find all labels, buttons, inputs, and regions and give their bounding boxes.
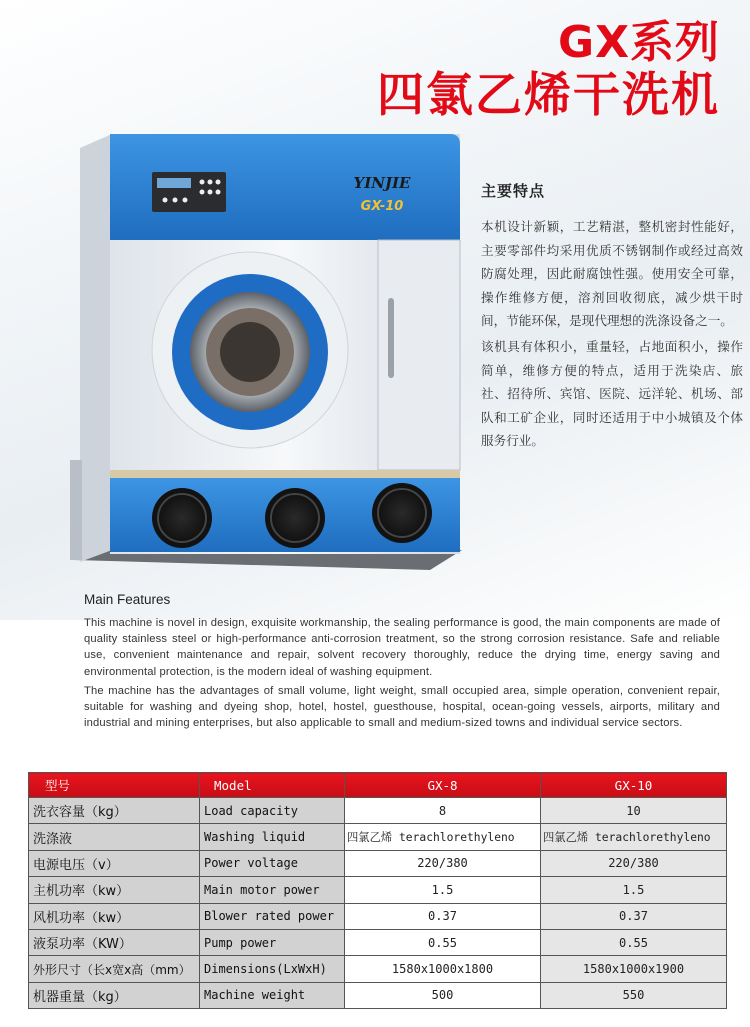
table-row (29, 877, 727, 903)
spec-value-gx8: 1.5 (345, 877, 541, 903)
spec-value-gx8: 0.55 (345, 929, 541, 955)
spec-name-en: Washing liquid (200, 824, 345, 850)
spec-value-gx8: 500 (345, 982, 541, 1008)
features-zh-paragraph-1: 本机设计新颖，工艺精湛，整机密封性能好，主要零部件均采用优质不锈钢制作或经过高效防腐处理，因此耐腐蚀性强。使用安全可靠，操作维修方便，溶剂回收彻底，减少烘干时间，节能环保，是现代理想的洗涤设备之一。 (481, 219, 743, 329)
spec-value-gx8: 0.37 (345, 903, 541, 929)
brand-logo-text: YINJIE (353, 174, 411, 192)
table-row (29, 929, 727, 955)
main-features-en (84, 592, 720, 734)
spec-value-gx8: 1580x1000x1800 (345, 956, 541, 982)
spec-name-zh: 外形尺寸（长x宽x高（mm） (29, 956, 200, 982)
features-zh-heading: 主要特点 (481, 182, 546, 200)
spec-name-en: Dimensions(LxWxH) (200, 956, 345, 982)
header-model-en: Model (200, 773, 345, 798)
title-series: GX系列 (557, 17, 720, 68)
spec-name-zh: 机器重量（kg） (29, 982, 200, 1008)
spec-name-zh: 洗涤液 (29, 824, 200, 850)
spec-value-gx10: 220/380 (541, 850, 727, 876)
table-row (29, 903, 727, 929)
spec-value-gx10: 四氯乙烯 terachlorethyleno (541, 824, 727, 850)
spec-name-zh: 液泵功率（KW） (29, 929, 200, 955)
features-en-paragraph-2: The machine has the advantages of small volume, light weight, small occupied area, simple operation, convenient repair, suitable for washing and dyeing shop, hotel, hostel, guesthouse, hospital, ocean-going vessels, airports, military and industrial and mining enterprises, but also applicable to small and medium-sized towns and individual service sectors. (84, 684, 720, 730)
spec-name-en: Machine weight (200, 982, 345, 1008)
spec-name-zh: 主机功率（kw） (29, 877, 200, 903)
spec-name-en: Load capacity (200, 798, 345, 824)
table-row (29, 798, 727, 824)
features-en-heading: Main Features (84, 592, 171, 607)
features-en-paragraph-1: This machine is novel in design, exquisite workmanship, the sealing performance is good, the main components are made of quality stainless steel or high-performance anti-corrosion treatment, so the strong corrosion resistance. Safe and reliable use, convenient maintenance and repair, solvent recovery thoroughly, reduce the drying time, energy saving and environmental protection, is the modern ideal of washing equipment. (84, 617, 720, 678)
table-row (29, 824, 727, 850)
spec-value-gx10: 10 (541, 798, 727, 824)
dry-cleaning-machine-image (60, 130, 480, 590)
spec-name-en: Main motor power (200, 877, 345, 903)
page-title (377, 18, 720, 124)
features-zh-paragraph-2: 该机具有体积小，重量轻，占地面积小，操作简单，维修方便的特点，适用于洗染店、旅社、招待所、宾馆、医院、远洋轮、机场、部队和工矿企业，同时还适用于中小城镇及个体服务行业。 (481, 338, 743, 449)
spec-name-zh: 电源电压（v） (29, 850, 200, 876)
header-model-zh: 型号 (29, 773, 200, 798)
spec-table (28, 772, 727, 1009)
table-row (29, 956, 727, 982)
spec-value-gx10: 550 (541, 982, 727, 1008)
spec-name-en: Blower rated power (200, 903, 345, 929)
spec-name-en: Power voltage (200, 850, 345, 876)
table-row (29, 850, 727, 876)
spec-name-zh: 风机功率（kw） (29, 903, 200, 929)
spec-name-zh: 洗衣容量（kg） (29, 798, 200, 824)
title-product: 四氯乙烯干洗机 (377, 68, 720, 123)
spec-value-gx8: 8 (345, 798, 541, 824)
header-gx10: GX-10 (541, 773, 727, 798)
machine-model-label: GX-10 (360, 199, 404, 214)
spec-value-gx10: 0.55 (541, 929, 727, 955)
spec-name-en: Pump power (200, 929, 345, 955)
table-row (29, 982, 727, 1008)
spec-value-gx8: 220/380 (345, 850, 541, 876)
spec-value-gx8: 四氯乙烯 terachlorethyleno (345, 824, 541, 850)
header-gx8: GX-8 (345, 773, 541, 798)
spec-value-gx10: 1580x1000x1900 (541, 956, 727, 982)
spec-value-gx10: 0.37 (541, 903, 727, 929)
spec-table-header (29, 773, 727, 798)
spec-value-gx10: 1.5 (541, 877, 727, 903)
main-features-zh (481, 180, 743, 455)
